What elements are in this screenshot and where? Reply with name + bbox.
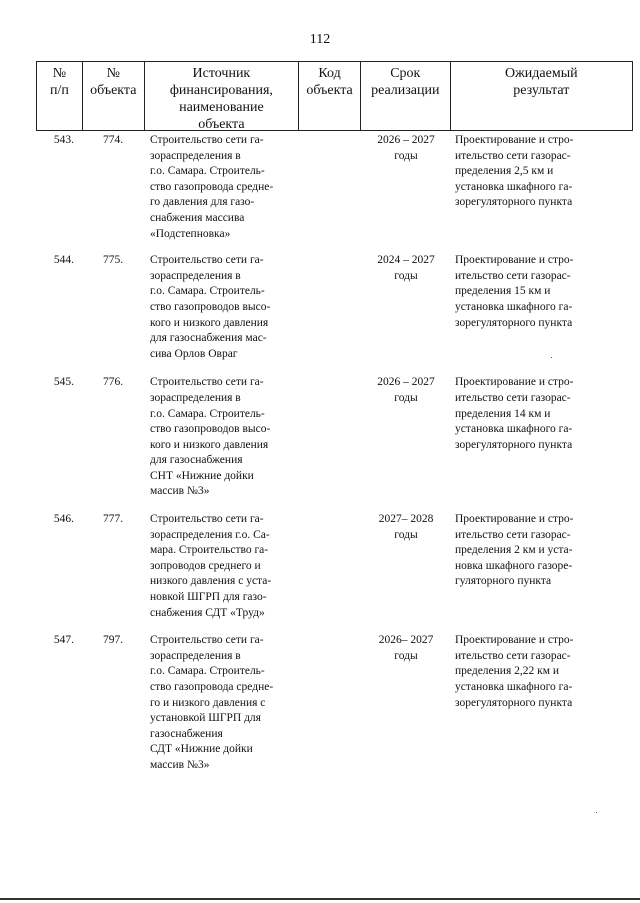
implementation-term: 2026– 2027 годы: [378, 634, 434, 662]
table-body: [36, 131, 633, 774]
scan-speck: [596, 812, 597, 813]
object-code: [299, 253, 361, 362]
expected-result: Проектирование и стро- ительство сети газорас- пределения 14 км и установка шкафного га- зорегуляторного пункта: [455, 376, 574, 451]
funding-source: Строительство сети га- зораспределения в г.о. Самара. Строитель- ство газопровода средне- го и низкого давления с установкой ШГРП для газоснабжения СДТ «Нижние дойки массив №3»: [150, 634, 274, 771]
object-number: 777.: [102, 513, 124, 526]
row-number: 544.: [53, 254, 74, 267]
header-implementation-term: Срок реализации: [361, 62, 451, 130]
object-number: 776.: [102, 376, 124, 389]
object-number: 774.: [102, 134, 124, 146]
table-row: [36, 133, 633, 242]
row-number: 547.: [53, 634, 74, 647]
expected-result: Проектирование и стро- ительство сети газорас- пределения 2 км и уста- новка шкафного газоре- гуляторного пункта: [455, 513, 574, 588]
header-expected-result: Ожидаемый результат: [505, 66, 578, 98]
implementation-term: 2027– 2028 годы: [378, 513, 434, 541]
object-code: [299, 512, 361, 621]
expected-result: Проектирование и стро- ительство сети газорас- пределения 2,22 км и установка шкафного га- зорегуляторного пункта: [455, 634, 574, 709]
table-row: [36, 375, 633, 500]
row-number: 543.: [53, 134, 74, 146]
funding-source: Строительство сети га- зораспределения г.о. Са- мара. Строительство га- зопроводов среднего и низкого давления с уста- новкой ШГРП для газо- снабжения СДТ «Труд»: [150, 513, 272, 619]
implementation-term: 2026 – 2027 годы: [377, 134, 435, 162]
table-row: [36, 512, 633, 621]
implementation-term: 2024 – 2027 годы: [377, 254, 435, 282]
row-number: 545.: [53, 376, 74, 389]
funding-source: Строительство сети га- зораспределения в г.о. Самара. Строитель- ство газопроводов высо- кого и низкого давления для газоснабжения СНТ «Нижние дойки массив №3»: [150, 376, 271, 498]
page-bottom-edge: [0, 898, 640, 900]
row-number: 546.: [53, 513, 74, 526]
table-row: [36, 633, 633, 773]
header-funding-source: Источник финансирования, наименование объекта: [145, 62, 299, 130]
header-object-number: № объекта: [83, 62, 145, 130]
expected-result: Проектирование и стро- ительство сети газорас- пределения 15 км и установка шкафного га- зорегуляторного пункта: [455, 254, 574, 329]
object-code: [299, 375, 361, 500]
implementation-term: 2026 – 2027 годы: [377, 376, 435, 404]
object-number: 775.: [102, 254, 124, 267]
expected-result: Проектирование и стро- ительство сети газорас- пределения 2,5 км и установка шкафного га- зорегуляторного пункта: [455, 134, 574, 209]
header-object-code: Код объекта: [299, 62, 361, 130]
scan-speck: [551, 357, 552, 358]
table-header: [36, 61, 633, 131]
table-row: [36, 253, 633, 362]
object-code: [299, 633, 361, 773]
funding-source: Строительство сети га- зораспределения в г.о. Самара. Строитель- ство газопровода средне- го давления для газо- снабжения массива «Подстепновка»: [150, 134, 274, 240]
page-number: 112: [309, 32, 331, 47]
object-code: [299, 133, 361, 242]
funding-source: Строительство сети га- зораспределения в г.о. Самара. Строитель- ство газопроводов высо- кого и низкого давления для газоснабжения мас- сива Орлов Овраг: [150, 254, 271, 360]
object-number: 797.: [102, 634, 124, 647]
header-row-number: № п/п: [37, 62, 83, 130]
